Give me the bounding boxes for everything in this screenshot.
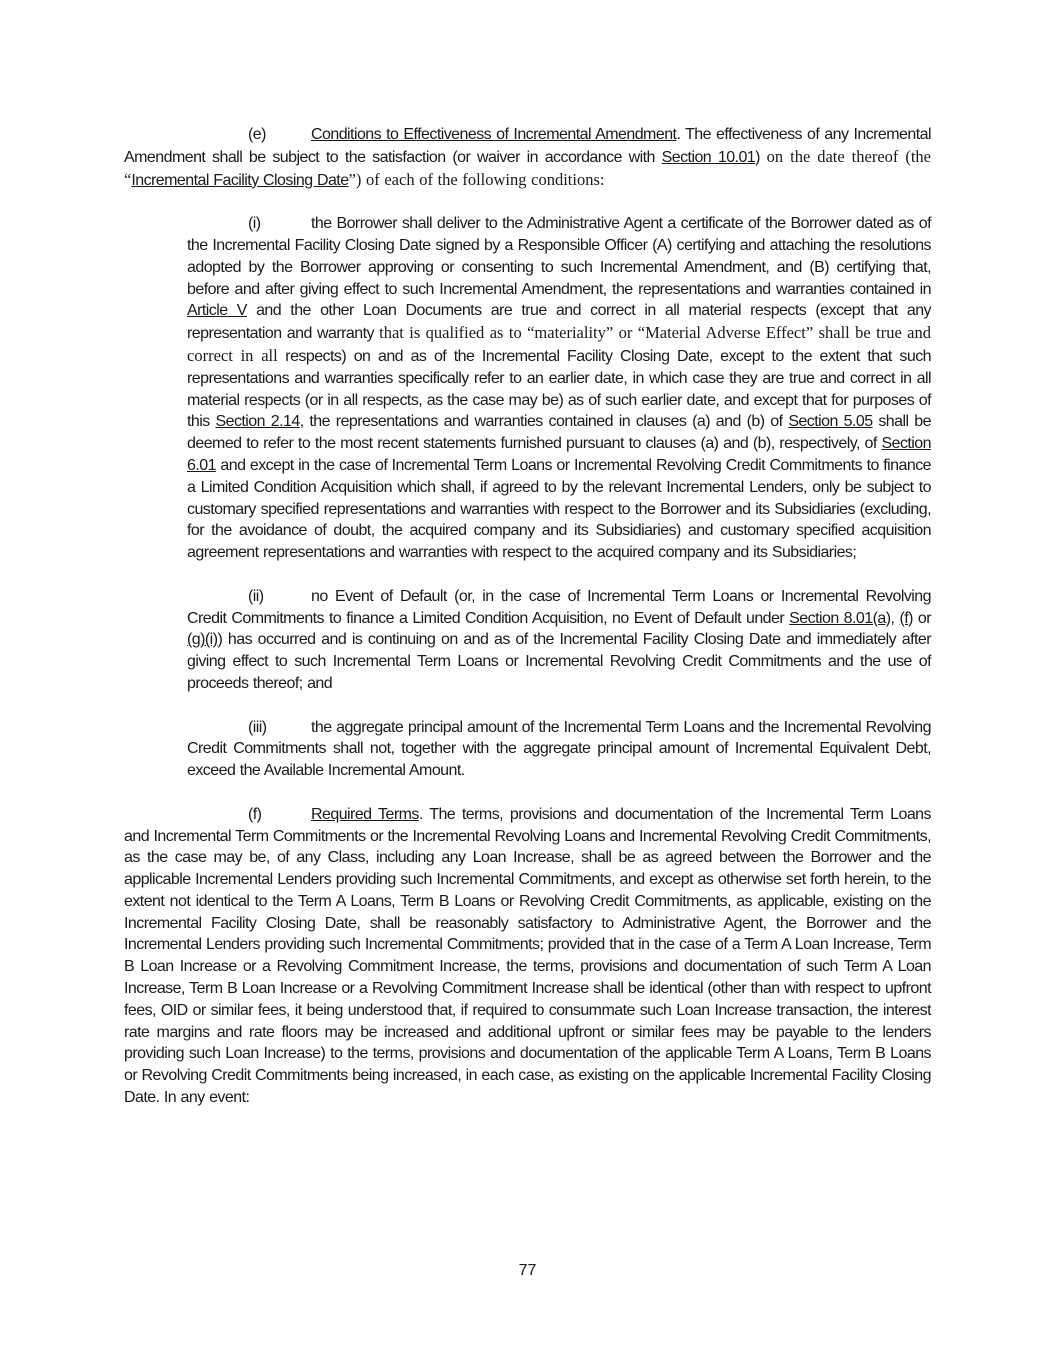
text-run: shall be deemed to refer to the most recent statements furnished pursuant to clauses (a) and (b), respectively, of: [187, 413, 931, 453]
clause-label: (i): [248, 215, 261, 233]
cross-reference: Article V: [187, 302, 247, 320]
text-run: and except in the case of Incremental Term Loans or Incremental Revolving Credit Commitments to finance a Limited Condition Acquisition which shall, if agreed to by the relevant Incremental Lenders, only be subject to customary specified representations and warranties with respect to the Borrower and its Subsidiaries (excluding, for the avoidance of doubt, the acquired company and its Subsidiaries) and customary specified acquisition agreement representations and warranties with respect to the acquired company and its Subsidiaries;: [187, 456, 931, 562]
paragraph-i: [187, 213, 931, 564]
text-run: that is qualified as to “materiality” or “Material Adverse Effect” shall be true and correct in all: [187, 323, 931, 365]
cross-reference: (f): [899, 609, 913, 627]
clause-label: (iii): [248, 718, 267, 736]
paragraph-e: [124, 124, 931, 191]
cross-reference: Section 8.01(a): [789, 609, 891, 627]
cross-reference: Section 10.01: [661, 148, 756, 166]
paragraph-f: [124, 804, 931, 1109]
paragraph-gap: [124, 782, 931, 804]
cross-reference: (g)(i): [187, 631, 218, 649]
text-run: the Borrower shall deliver to the Administrative Agent a certificate of the Borrower dated as of the Incremental Facility Closing Date signed by a Responsible Officer (A) certifying and attaching the resolutions adopted by the Borrower approving or consenting to such Incremental Amendment, and (B) certifying that, before and after giving effect to such Incremental Amendment, the representations and warranties contained in: [187, 215, 931, 298]
document-body: [124, 124, 931, 1109]
text-run: . The terms, provisions and documentation of the Incremental Term Loans and Incremental Term Commitments or the Incremental Revolving Loans and Incremental Revolving Credit Commitments, as the case may be, of any Class, including any Loan Increase, shall be as agreed between the Borrower and the applicable Incremental Lenders providing such Incremental Commitments, and except as otherwise set forth herein, to the extent not identical to the Term A Loans, Term B Loans or Revolving Credit Commitments, as applicable, existing on the Incremental Facility Closing Date, shall be reasonably satisfactory to Administrative Agent, the Borrower and the Incremental Lenders providing such Incremental Commitments; provided that in the case of a Term A Loan Increase, Term B Loan Increase or a Revolving Commitment Increase, the terms, provisions and documentation of such Term A Loan Increase, Term B Loan Increase or a Revolving Commitment Increase shall be identical (other than with respect to upfront fees, OID or similar fees, it being understood that, if required to consummate such Loan Increase transaction, the interest rate margins and rate floors may be increased and additional upfront or similar fees may be payable to the lenders providing such Loan Increase) to the terms, provisions and documentation of the applicable Term A Loans, Term B Loans or Revolving Credit Commitments being increased, in each case, as existing on the applicable Incremental Facility Closing Date. In any event:: [124, 805, 931, 1107]
text-run: . The effectiveness of any Incremental Amendment shall be subject to the satisfaction (or waiver in accordance with: [124, 126, 931, 166]
text-run: on the date thereof (the “: [124, 146, 931, 189]
text-run: the aggregate principal amount of the Incremental Term Loans and the Incremental Revolving Credit Commitments shall not, together with the aggregate principal amount of Incremental Equivalent Debt, exceed the Available Incremental Amount.: [187, 718, 931, 780]
cross-reference: Conditions to Effectiveness of Incremental Amendment: [311, 126, 677, 143]
text-run: respects) on and as of the Incremental Facility Closing Date, except to the extent that such representations and warranties specifically refer to an earlier date, in which case they are true and correct in all material respects (or in all respects, as the case may be) as of such earlier date, and except that for purposes of this: [187, 347, 931, 431]
paragraph-gap: [124, 191, 931, 213]
text-run: ,: [890, 609, 900, 627]
page-number: 77: [518, 1262, 537, 1279]
text-run: and the other Loan Documents are true and correct in all material respects (except that any representation and warranty: [187, 302, 931, 343]
text-run: no Event of Default (or, in the case of Incremental Term Loans or Incremental Revolving Credit Commitments to finance a Limited Condition Acquisition, no Event of Default under: [187, 587, 931, 627]
text-run: ): [755, 148, 767, 166]
cross-reference: Incremental Facility Closing Date: [131, 171, 349, 189]
cross-reference: Section 5.05: [788, 413, 873, 431]
text-run: , the representations and warranties contained in clauses (a) and (b) of: [299, 413, 789, 431]
paragraph-iii: [187, 717, 931, 782]
paragraph-gap: [124, 695, 931, 717]
clause-label: (f): [248, 805, 262, 823]
cross-reference: Required Terms: [311, 805, 419, 823]
paragraph-ii: [187, 586, 931, 695]
paragraph-gap: [124, 564, 931, 586]
cross-reference: Section 6.01: [187, 435, 931, 474]
text-run: ”) of each of the following conditions:: [348, 169, 605, 189]
text-run: or: [912, 609, 932, 627]
text-run: ) has occurred and is continuing on and as of the Incremental Facility Closing Date and immediately after giving effect to such Incremental Term Loans or Incremental Revolving Credit Commitments and the use of proceeds thereof; and: [187, 631, 931, 692]
cross-reference: Section 2.14: [215, 413, 300, 431]
clause-label: (ii): [248, 587, 264, 605]
clause-label: (e): [248, 126, 266, 143]
